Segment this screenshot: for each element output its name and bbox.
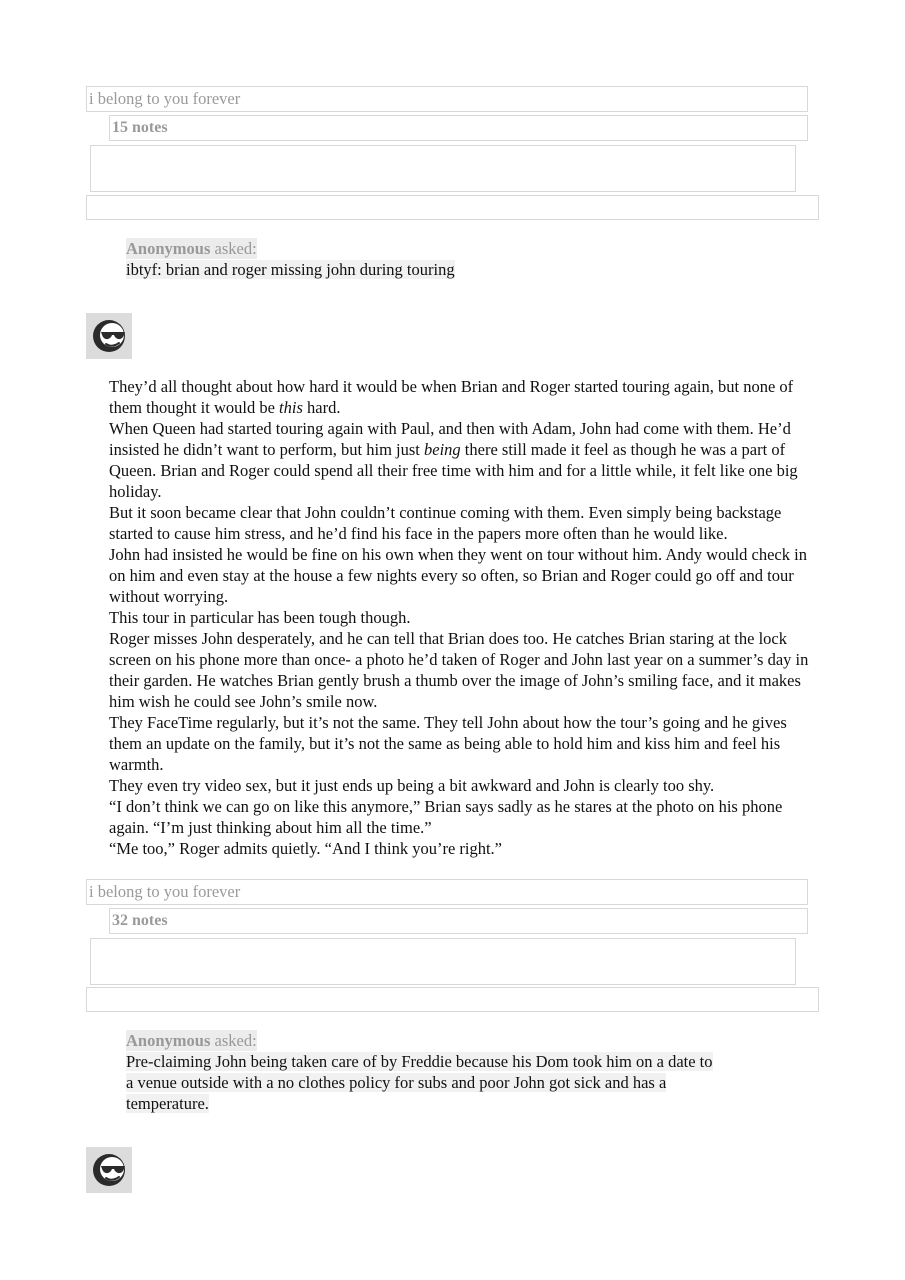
story-paragraph: They even try video sex, but it just ends up being a bit awkward and John is clearly too shy. xyxy=(109,776,715,795)
ask-block xyxy=(126,238,716,280)
asker-name[interactable]: Anonymous xyxy=(126,239,211,258)
sunglasses-face-icon xyxy=(91,318,127,354)
avatar[interactable] xyxy=(86,313,132,359)
post-tags-bar xyxy=(86,879,808,905)
asker-name[interactable]: Anonymous xyxy=(126,1031,211,1050)
story-body xyxy=(109,376,809,859)
tag-link[interactable]: i belong to you forever xyxy=(89,89,241,108)
story-paragraph: “I don’t think we can go on like this anymore,” Brian says sadly as he stares at the photo on his phone again. “I’m just thinking about him all the time.” xyxy=(109,797,783,837)
post-tags-bar xyxy=(86,86,808,112)
ask-block xyxy=(126,1030,716,1114)
story-paragraph: They’d all thought about how hard it would be when Brian and Roger started touring again, but none of them thought it would be this hard. xyxy=(109,377,794,417)
post-separator-bar xyxy=(86,195,819,220)
notes-bar xyxy=(109,908,808,934)
notes-count-link[interactable]: 15 notes xyxy=(112,119,168,136)
empty-content-block xyxy=(90,938,796,985)
empty-content-block xyxy=(90,145,796,192)
story-paragraph: They FaceTime regularly, but it’s not the same. They tell John about how the tour’s going and he gives them an update on the family, but it’s not the same as being able to hold him and kiss him and feel his warmth. xyxy=(109,713,787,774)
ask-question: ibtyf: brian and roger missing john during touring xyxy=(126,260,455,279)
sunglasses-face-icon xyxy=(91,1152,127,1188)
story-paragraph: Roger misses John desperately, and he can tell that Brian does too. He catches Brian staring at the lock screen on his phone more than once- a photo he’d taken of Roger and John last year on a summer’s day in their garden. He watches Brian gently brush a thumb over the image of John’s smiling face, and it makes him wish he could see John’s smile now. xyxy=(109,629,809,711)
story-paragraph: This tour in particular has been tough though. xyxy=(109,608,411,627)
ask-header xyxy=(126,1030,257,1051)
notes-bar xyxy=(109,115,808,141)
ask-header xyxy=(126,238,257,259)
avatar[interactable] xyxy=(86,1147,132,1193)
story-paragraph: But it soon became clear that John couldn’t continue coming with them. Even simply being backstage started to cause him stress, and he’d find his face in the papers more often than he would like. xyxy=(109,503,782,543)
ask-question: Pre-claiming John being taken care of by Freddie because his Dom took him on a date to a venue outside with a no clothes policy for subs and poor John got sick and has a temperature. xyxy=(126,1052,713,1113)
post-separator-bar xyxy=(86,987,819,1012)
notes-count-link[interactable]: 32 notes xyxy=(112,912,168,929)
tag-link[interactable]: i belong to you forever xyxy=(89,882,241,901)
asked-label: asked: xyxy=(214,1031,257,1050)
asked-label: asked: xyxy=(214,239,257,258)
story-paragraph: “Me too,” Roger admits quietly. “And I think you’re right.” xyxy=(109,839,503,858)
story-paragraph: When Queen had started touring again with Paul, and then with Adam, John had come with them. He’d insisted he didn’t want to perform, but him just being there still made it feel as though he was a part of Queen. Brian and Roger could spend all their free time with him and for a little while, it felt like one big holiday. xyxy=(109,419,798,501)
story-paragraph: John had insisted he would be fine on his own when they went on tour without him. Andy would check in on him and even stay at the house a few nights every so often, so Brian and Roger could go off and tour without worrying. xyxy=(109,545,807,606)
